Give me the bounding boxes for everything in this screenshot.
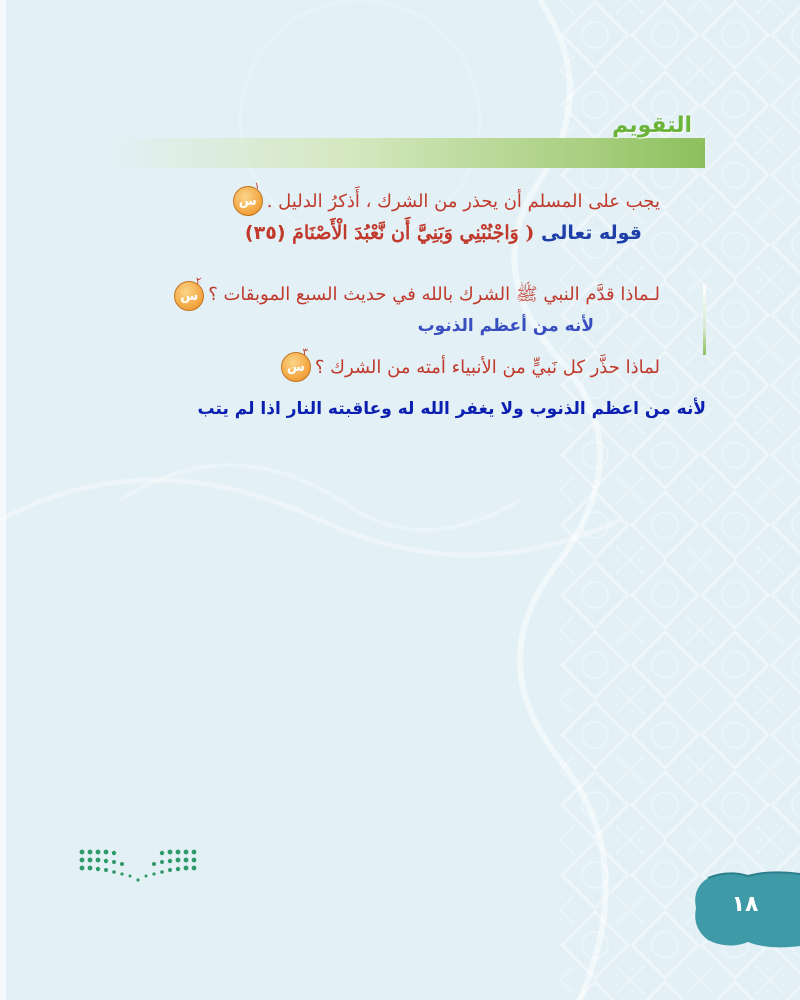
question-1-badge — [233, 181, 263, 216]
question-badge-label: س — [180, 288, 199, 304]
question-3-text: لماذا حذَّر كل نَبيٍّ من الأنبياء أمته من الشرك ؟ — [314, 356, 660, 378]
question-badge-label: س — [286, 359, 305, 375]
answer-1-verse-ref: (٣٥) — [244, 222, 286, 244]
question-1 — [233, 181, 660, 216]
answer-1-verse: ( وَاجْنُبْنِي وَبَنِيَّ أَن نَّعْبُدَ الْأَصْنَامَ — [292, 222, 535, 244]
question-badge-label: س — [238, 193, 257, 209]
question-2 — [174, 276, 660, 311]
answer-2: لأنه من أعظم الذنوب — [417, 316, 594, 336]
question-2-badge — [174, 276, 204, 311]
page-number: ١٨ — [731, 892, 759, 917]
question-3 — [281, 347, 660, 382]
question-2-text: لـماذا قدَّم النبي ﷺ الشرك بالله في حديث السبع الموبقات ؟ — [208, 284, 660, 305]
question-badge-number: ٣ — [302, 347, 308, 358]
header-bar — [110, 138, 705, 168]
question-badge-number: ٢ — [195, 276, 202, 287]
ministry-dots-logo — [78, 848, 198, 888]
question-1-text: يجب على المسلم أن يحذر من الشرك ، أَذكرُ الدليل . — [266, 190, 660, 212]
answer-1-lead: قوله تعالى — [541, 222, 642, 244]
question-3-badge — [281, 347, 311, 382]
right-divider — [703, 285, 706, 355]
question-badge-number: ١ — [254, 181, 260, 192]
answer-3: لأنه من اعظم الذنوب ولا يغفر الله له وعاقبته النار اذا لم يتب — [197, 399, 706, 419]
section-title: التقويم — [612, 113, 692, 138]
answer-1 — [245, 222, 642, 244]
